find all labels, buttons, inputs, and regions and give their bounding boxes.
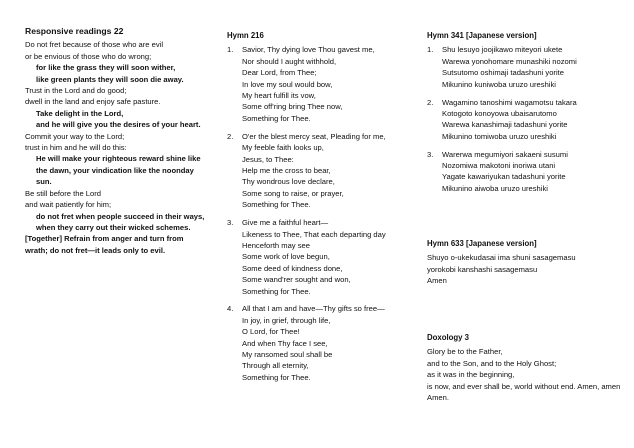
verse-number: 1. — [427, 45, 434, 55]
verse-line: Nor should I aught withhold, — [242, 56, 337, 66]
hymn-216-title: Hymn 216 — [227, 31, 264, 40]
responsive-reading-title: Responsive readings 22 — [25, 26, 124, 36]
verse — [427, 97, 632, 143]
verse-line: Nozomiwa makotoni inoriwa utani — [442, 161, 556, 171]
text-line: as it was in the beginning, — [427, 370, 515, 380]
reading-line: sun. — [36, 177, 52, 187]
reading-line: Take delight in the Lord, — [36, 108, 124, 118]
reading-line: Do not fret because of those who are evil — [25, 40, 164, 50]
doxology-lines — [427, 346, 632, 403]
doxology-title: Doxology 3 — [427, 333, 470, 342]
verse-line: Henceforth may see — [242, 240, 310, 250]
verse-number: 3. — [427, 149, 434, 159]
reading-line: and wait patiently for him; — [25, 200, 112, 210]
verse-line: My heart fulfill its vow, — [242, 91, 316, 101]
hymn-216-verses — [227, 44, 407, 383]
verse-number: 3. — [227, 218, 234, 228]
text-line: Amen — [427, 276, 447, 286]
verse-line: Warewa kanashimaji tadashuni yorite — [442, 120, 568, 130]
verse-line: My ransomed soul shall be — [242, 350, 333, 360]
text-line: Glory be to the Father, — [427, 347, 503, 357]
verse-number: 2. — [427, 97, 434, 107]
verse-line: Some song to raise, or prayer, — [242, 188, 344, 198]
verse-line: Thy wondrous love declare, — [242, 177, 335, 187]
verse-line: Give me a faithful heart— — [242, 218, 329, 228]
hymn-216-column — [227, 30, 407, 390]
hymn-341-section — [427, 30, 632, 201]
reading-line: dwell in the land and enjoy safe pasture. — [25, 97, 161, 107]
text-line: yorokobi kanshashi sasagemasu — [427, 264, 538, 274]
verse-line: Through all eternity, — [242, 361, 309, 371]
verse-line: Shu lesuyo joojikawo miteyori ukete — [442, 45, 563, 55]
verse-line: O'er the blest mercy seat, Pleading for me, — [242, 131, 386, 141]
verse-line: All that I am and have—Thy gifts so free— — [242, 304, 385, 314]
verse-line: Some deed of kindness done, — [242, 263, 343, 273]
verse-line: Some wand'rer sought and won, — [242, 275, 351, 285]
verse — [427, 149, 632, 195]
verse-line: Savior, Thy dying love Thou gavest me, — [242, 45, 375, 55]
verse-number: 2. — [227, 131, 234, 141]
reading-line: wrath; do not fret—it leads only to evil. — [25, 245, 166, 255]
hymn-633-lines — [427, 252, 632, 286]
verse-line: In love my soul would bow, — [242, 79, 333, 89]
text-line: Shuyo o-ukekudasai ima shuni sasagemasu — [427, 253, 576, 263]
verse — [227, 44, 407, 124]
verse-line: Mikunino aiwoba uruzo ureshiki — [442, 183, 548, 193]
verse — [427, 44, 632, 90]
reading-line: Be still before the Lord — [25, 188, 101, 198]
verse-line: Warewa yonohomare munashiki nozomi — [442, 56, 577, 66]
verse — [227, 217, 407, 297]
hymn-633-section — [427, 238, 632, 287]
verse-line: Something for Thee. — [242, 200, 311, 210]
hymn-341-verses — [427, 44, 632, 194]
verse — [227, 131, 407, 211]
reading-line: trust in him and he will do this: — [25, 143, 127, 153]
responsive-reading-column — [25, 26, 225, 256]
hymn-341-title: Hymn 341 [Japanese version] — [427, 31, 537, 40]
verse — [227, 303, 407, 383]
verse-line: Mikunino tomiwoba uruzo ureshiki — [442, 131, 557, 141]
verse-line: Mikunino kuniwoba uruzo ureshiki — [442, 79, 556, 89]
verse-line: Warerwa megumiyori sakaeni susumi — [442, 149, 568, 159]
reading-line: for like the grass they will soon wither, — [36, 63, 176, 73]
verse-line: Likeness to Thee, That each departing day — [242, 229, 386, 239]
responsive-reading-lines — [25, 39, 225, 256]
verse-line: Something for Thee. — [242, 113, 311, 123]
text-line: is now, and ever shall be, world without end. Amen, amen — [427, 381, 621, 391]
reading-line: or be envious of those who do wrong; — [25, 51, 152, 61]
reading-line: when they carry out their wicked schemes. — [36, 222, 191, 232]
verse-line: Dear Lord, from Thee; — [242, 68, 317, 78]
hymn-633-title: Hymn 633 [Japanese version] — [427, 239, 537, 248]
verse-line: Some off'ring bring Thee now, — [242, 102, 343, 112]
verse-line: Help me the cross to bear, — [242, 165, 331, 175]
verse-line: Something for Thee. — [242, 286, 311, 296]
verse-line: Jesus, to Thee: — [242, 154, 294, 164]
text-line: Amen. — [427, 393, 449, 403]
reading-line: the dawn, your vindication like the noonday — [36, 165, 194, 175]
reading-line: do not fret when people succeed in their ways, — [36, 211, 205, 221]
verse-number: 1. — [227, 45, 234, 55]
reading-line: like green plants they will soon die away. — [36, 74, 184, 84]
verse-line: My feeble faith looks up, — [242, 143, 324, 153]
verse-line: In joy, in grief, through life, — [242, 315, 331, 325]
verse-line: Something for Thee. — [242, 372, 311, 382]
text-line: and to the Son, and to the Holy Ghost; — [427, 358, 557, 368]
verse-line: Kotogoto konoyowa ubaisarutomo — [442, 108, 557, 118]
reading-line: Trust in the Lord and do good; — [25, 86, 127, 96]
verse-line: Yagate kawariyukan tadashuni yorite — [442, 172, 566, 182]
reading-line: He will make your righteous reward shine like — [36, 154, 201, 164]
verse-line: Wagamino tanoshimi wagamotsu takara — [442, 97, 577, 107]
doxology-section — [427, 332, 632, 403]
reading-line: Commit your way to the Lord; — [25, 131, 125, 141]
verse-line: And when Thy face I see, — [242, 338, 328, 348]
verse-line: Some work of love begun, — [242, 252, 330, 262]
verse-line: Sutsutomo oshimaji tadashuni yorite — [442, 68, 564, 78]
reading-line: and he will give you the desires of your heart. — [36, 120, 201, 130]
verse-number: 4. — [227, 304, 234, 314]
reading-line: [Together] Refrain from anger and turn from — [25, 234, 184, 244]
verse-line: O Lord, for Thee! — [242, 327, 300, 337]
